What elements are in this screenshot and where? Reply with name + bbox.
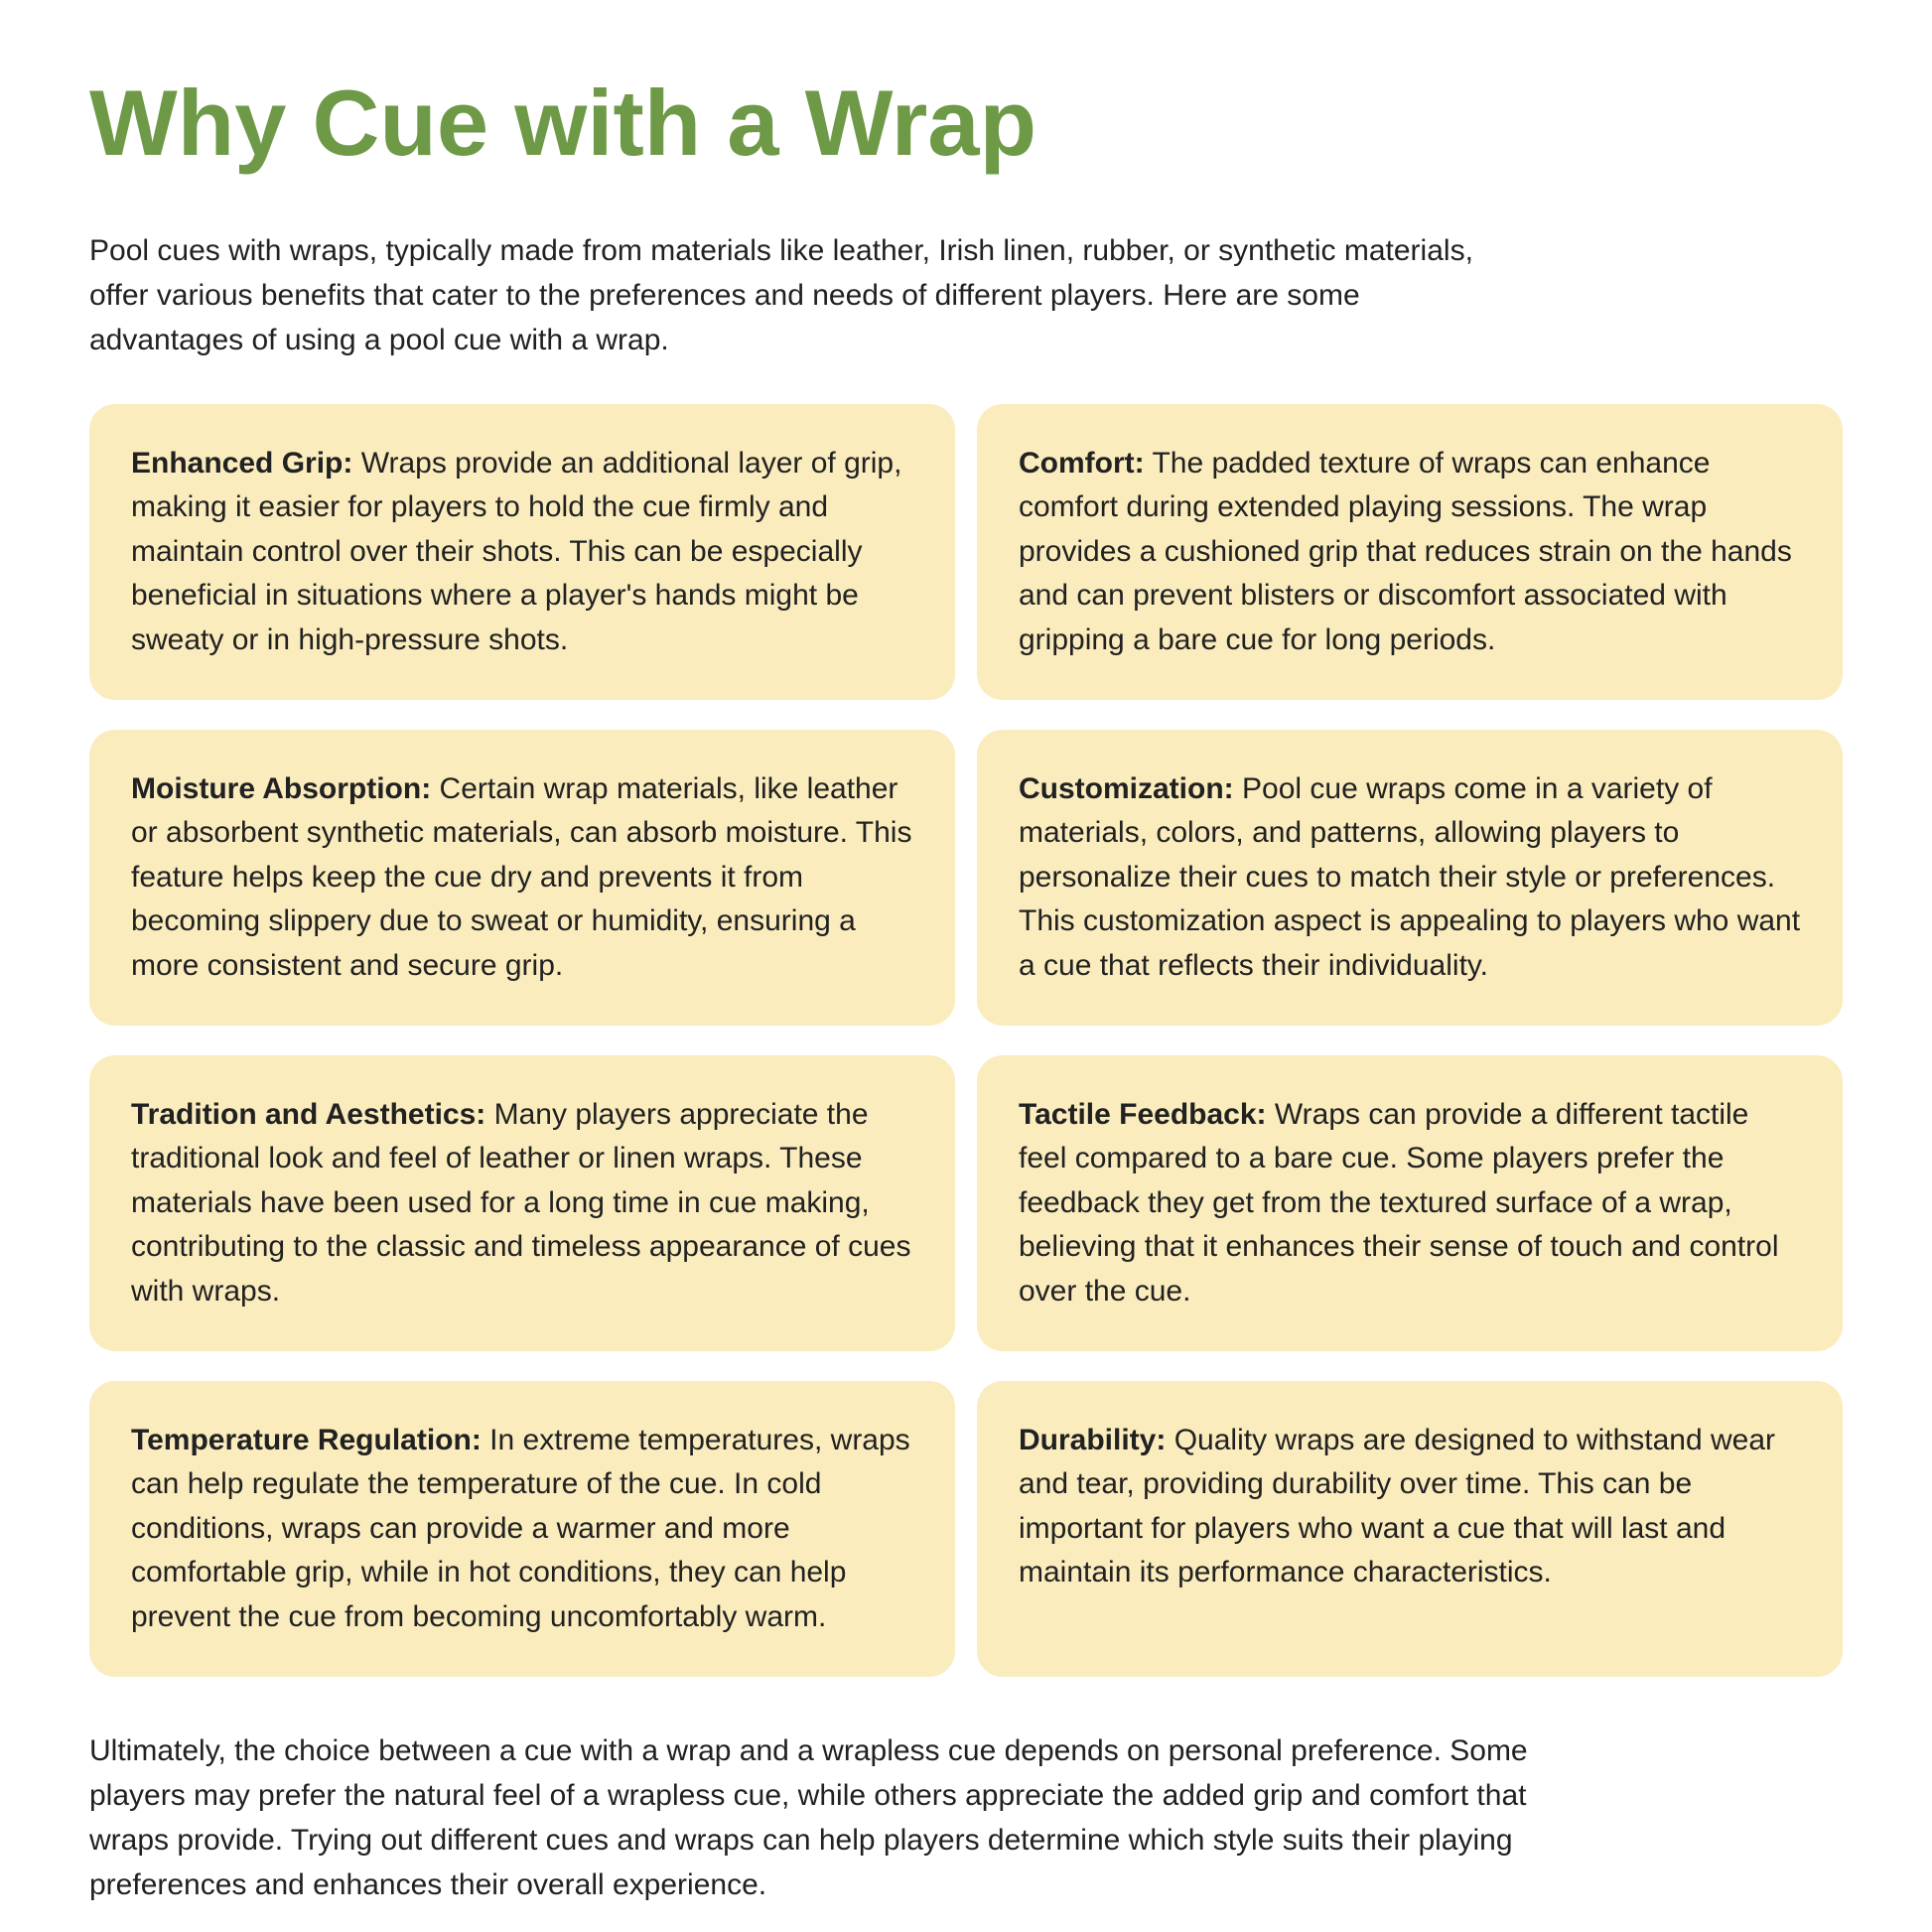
benefit-card-comfort <box>977 404 1843 700</box>
benefit-heading: Enhanced Grip: <box>131 447 353 481</box>
benefit-card-enhanced-grip <box>89 404 955 700</box>
benefit-body: Pool cue wraps come in a variety of materials, colors, and patterns, allowing players to personalize their cues to match their style or preferences. This customization aspect is appealing to players who want a cue that reflects their individuality. <box>1019 772 1801 982</box>
benefit-heading: Comfort: <box>1019 447 1145 481</box>
benefit-heading: Tradition and Aesthetics: <box>131 1098 486 1131</box>
benefit-card-text <box>131 442 913 662</box>
benefit-card-text <box>1019 442 1801 662</box>
benefit-card-durability <box>977 1381 1843 1677</box>
benefit-card-tactile-feedback <box>977 1055 1843 1351</box>
benefit-body: Wraps can provide a different tactile feel compared to a bare cue. Some players prefer the feedback they get from the textured surface of a wrap, believing that it enhances their sense of touch and control over the cue. <box>1019 1098 1779 1308</box>
page-title: Why Cue with a Wrap <box>89 70 1036 175</box>
benefit-heading: Tactile Feedback: <box>1019 1098 1267 1131</box>
benefit-body: The padded texture of wraps can enhance comfort during extended playing sessions. The wrap provides a cushioned grip that reduces strain on the hands and can prevent blisters or discomfort associated with gripping a bare cue for long periods. <box>1019 447 1792 656</box>
benefit-card-text <box>1019 1093 1801 1313</box>
benefit-body: Certain wrap materials, like leather or absorbent synthetic materials, can absorb moisture. This feature helps keep the cue dry and prevents it from becoming slippery due to sweat or humidity, ensuring a more consistent and secure grip. <box>131 772 912 982</box>
benefit-card-moisture-absorption <box>89 730 955 1026</box>
benefit-heading: Customization: <box>1019 772 1234 806</box>
benefit-card-text <box>131 1093 913 1313</box>
benefit-heading: Temperature Regulation: <box>131 1423 482 1456</box>
benefit-body: Wraps provide an additional layer of grip, making it easier for players to hold the cue firmly and maintain control over their shots. This can be especially beneficial in situations where a player's hands might be sweaty or in high-pressure shots. <box>131 447 902 656</box>
benefit-card-text <box>131 1419 913 1639</box>
benefit-heading: Durability: <box>1019 1423 1167 1456</box>
benefit-body: In extreme temperatures, wraps can help regulate the temperature of the cue. In cold conditions, wraps can provide a warmer and more comfortable grip, while in hot conditions, they can help prevent the cue from becoming uncomfortably warm. <box>131 1423 910 1633</box>
benefit-card-text <box>1019 1419 1801 1595</box>
benefits-grid <box>89 404 1843 1677</box>
benefit-card-temperature-regulation <box>89 1381 955 1677</box>
benefit-card-text <box>1019 767 1801 988</box>
benefit-body: Quality wraps are designed to withstand wear and tear, providing durability over time. This can be important for players who want a cue that will last and maintain its performance characteristics. <box>1019 1423 1776 1589</box>
benefit-card-tradition-aesthetics <box>89 1055 955 1351</box>
benefit-card-text <box>131 767 913 988</box>
intro-paragraph: Pool cues with wraps, typically made from materials like leather, Irish linen, rubber, or synthetic materials, offer various benefits that cater to the preferences and needs of different players. Here are some advantages of using a pool cue with a wrap. <box>89 234 1473 357</box>
benefit-card-customization <box>977 730 1843 1026</box>
benefit-body: Many players appreciate the traditional look and feel of leather or linen wraps. These materials have been used for a long time in cue making, contributing to the classic and timeless appearance of cues with wraps. <box>131 1098 911 1308</box>
outro-paragraph: Ultimately, the choice between a cue with a wrap and a wrapless cue depends on personal preference. Some players may prefer the natural feel of a wrapless cue, while others appreciate the added grip and comfort that wraps provide. Trying out different cues and wraps can help players determine which style suits their playing preferences and enhances their overall experience. <box>89 1733 1528 1901</box>
benefit-heading: Moisture Absorption: <box>131 772 432 806</box>
